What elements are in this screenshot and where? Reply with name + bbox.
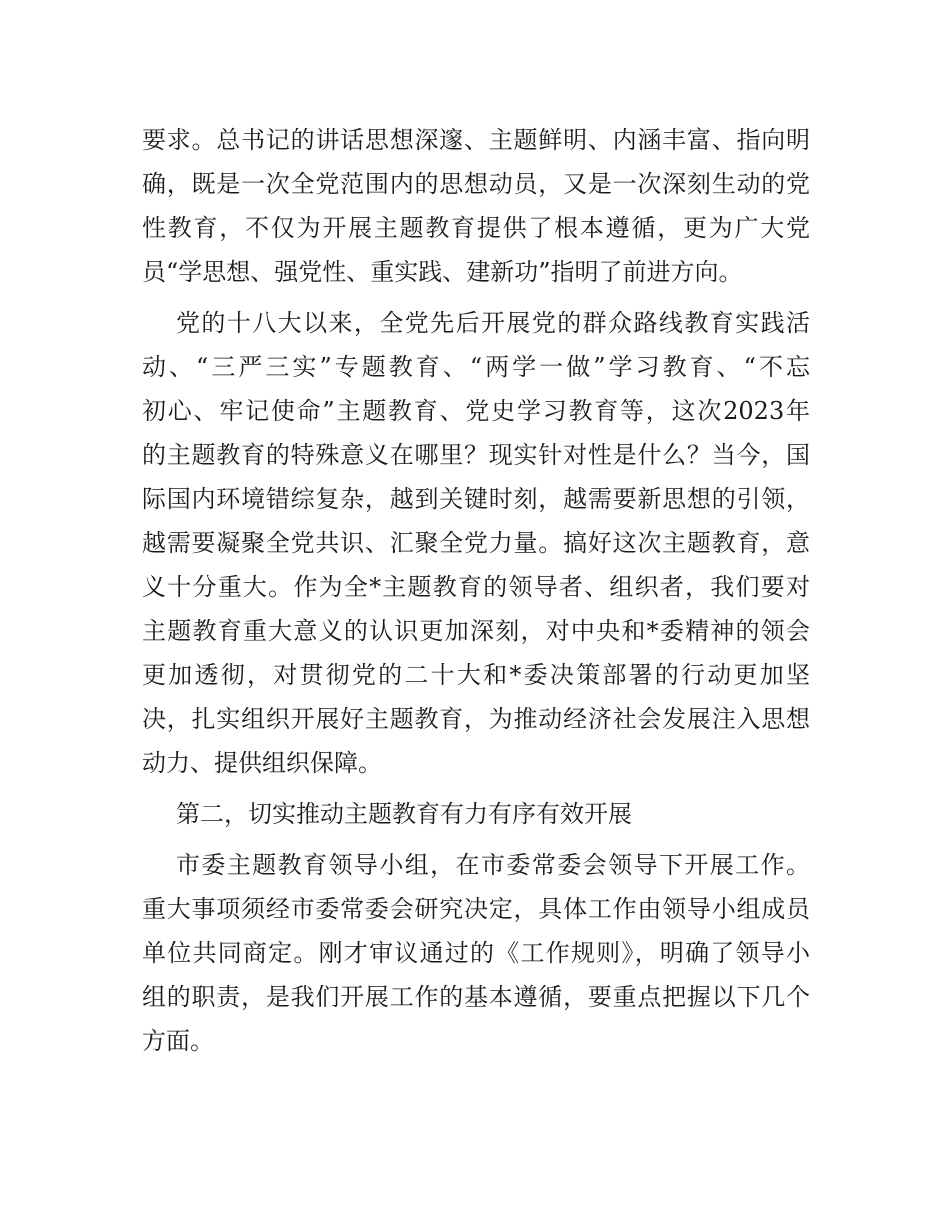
section-heading: 第二，切实推动主题教育有力有序有效开展 [176,800,632,828]
text-line: 动、“三严三实”专题教育、“两学一做”学习教育、“不忘 [142,353,810,381]
text-line: 初心、牢记使命”主题教育、党史学习教育等，这次2023年 [142,397,810,425]
paragraph-leading-group [142,843,810,1063]
text-line: 单位共同商定。刚才审议通过的《工作规则》，明确了领导小 [142,939,810,967]
text-line: 决，扎实组织开展好主题教育，为推动经济社会发展注入思想 [142,705,810,733]
text-line: 市委主题教育领导小组，在市委常委会领导下开展工作。 [176,851,810,879]
paragraph-significance [142,301,810,785]
text-line: 动力、提供组织保障。 [142,749,382,777]
text-line: 越需要凝聚全党共识、汇聚全党力量。搞好这次主题教育，意 [142,529,810,557]
text-line: 更加透彻，对贯彻党的二十大和*委决策部署的行动更加坚 [142,661,810,689]
text-line: 党的十八大以来，全党先后开展党的群众路线教育实践活 [176,309,810,337]
text-line: 组的职责，是我们开展工作的基本遵循，要重点把握以下几个 [142,983,810,1011]
text-line: 方面。 [142,1027,214,1055]
section-heading-second [142,792,810,836]
text-line: 确，既是一次全党范围内的思想动员，又是一次深刻生动的党 [142,170,810,198]
text-line: 主题教育重大意义的认识更加深刻，对中央和*委精神的领会 [142,617,810,645]
text-line: 员“学思想、强党性、重实践、建新功”指明了前进方向。 [142,258,743,286]
document-page [142,118,810,1070]
text-line: 际国内环境错综复杂，越到关键时刻，越需要新思想的引领， [142,485,810,513]
paragraph-intro-continuation [142,118,810,294]
text-line: 性教育，不仅为开展主题教育提供了根本遵循，更为广大党 [142,214,810,242]
text-line: 义十分重大。作为全*主题教育的领导者、组织者，我们要对 [142,573,810,601]
text-line: 要求。总书记的讲话思想深邃、主题鲜明、内涵丰富、指向明 [142,126,810,154]
text-line: 重大事项须经市委常委会研究决定，具体工作由领导小组成员 [142,895,810,923]
text-line: 的主题教育的特殊意义在哪里？现实针对性是什么？当今，国 [142,441,810,469]
